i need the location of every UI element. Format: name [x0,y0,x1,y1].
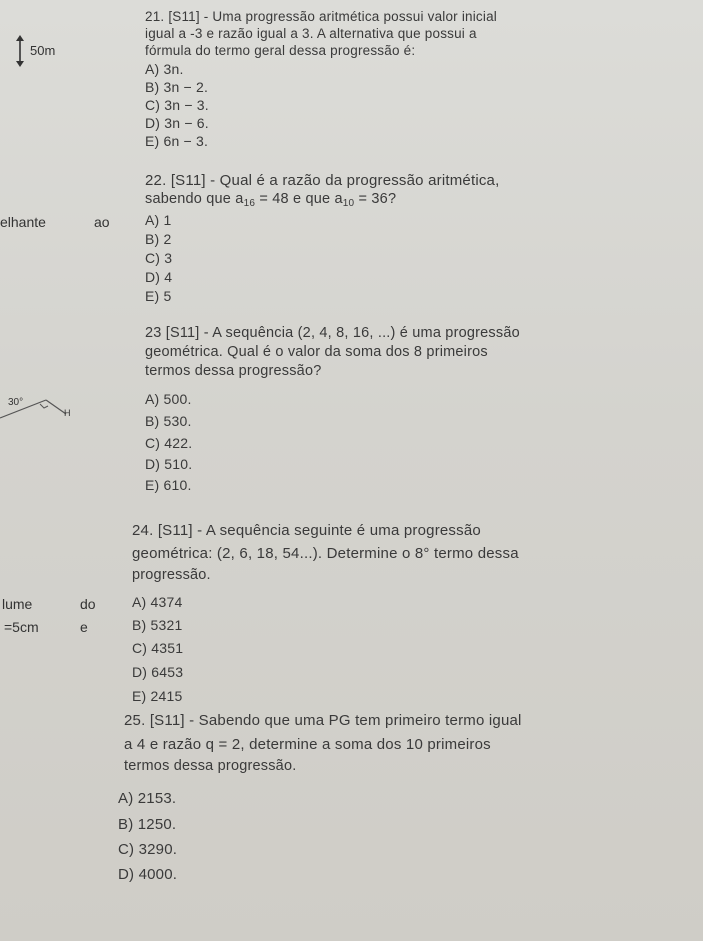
q23-option-e: E) 610. [145,477,192,493]
q22-line-2-c: = 36? [354,191,397,207]
q22-option-b: B) 2 [145,231,172,247]
q21-line-3: fórmula do termo geral dessa progressão é: [145,43,416,58]
margin-fragment-2: ao [94,214,110,230]
q22-line-2 [145,191,396,209]
q25-line-1: 25. [S11] - Sabendo que uma PG tem primeiro termo igual [124,712,522,729]
q22-subscript-16: 16 [243,198,256,209]
q22-option-a: A) 1 [145,212,172,228]
q21-option-c: C) 3n − 3. [145,97,209,113]
q21-option-d: D) 3n − 6. [145,115,209,131]
q22-option-d: D) 4 [145,269,173,285]
height-arrow-icon [14,34,26,68]
q24-option-d: D) 6453 [132,664,184,680]
q21-option-b: B) 3n − 2. [145,79,209,95]
q22-subscript-10: 10 [342,198,355,209]
q23-line-2: geométrica. Qual é o valor da soma dos 8 primeiros [145,344,488,360]
q24-option-e: E) 2415 [132,688,183,704]
q23-option-b: B) 530. [145,413,192,429]
q21-line-2: igual a -3 e razão igual a 3. A alternativa que possui a [145,26,477,41]
side-label: H [64,408,71,418]
q23-option-c: C) 422. [145,435,193,451]
q25-option-d: D) 4000. [118,866,178,883]
measure-label: 50m [30,43,56,58]
q24-line-3: progressão. [132,567,211,583]
q21-line-1: 21. [S11] - Uma progressão aritmética possui valor inicial [145,9,497,24]
margin-fragment-6: e [80,619,88,635]
q23-option-d: D) 510. [145,456,193,472]
margin-fragment-3: lume [2,596,33,612]
q23-option-a: A) 500. [145,391,192,407]
q24-option-b: B) 5321 [132,617,183,633]
q25-line-3: termos dessa progressão. [124,758,297,774]
q25-option-a: A) 2153. [118,790,177,807]
q21-option-e: E) 6n − 3. [145,133,209,149]
q25-option-b: B) 1250. [118,816,177,833]
q22-line-2-a: sabendo que a [145,191,244,207]
q22-option-c: C) 3 [145,250,173,266]
q21-option-a: A) 3n. [145,61,184,77]
angle-label: 30° [8,397,24,408]
q22-option-e: E) 5 [145,288,172,304]
q24-line-2: geométrica: (2, 6, 18, 54...). Determine o 8° termo dessa [132,545,519,562]
q24-option-a: A) 4374 [132,594,183,610]
q22-line-2-b: = 48 e que a [255,191,343,207]
q23-line-1: 23 [S11] - A sequência (2, 4, 8, 16, ...) é uma progressão [145,325,520,341]
q25-line-2: a 4 e razão q = 2, determine a soma dos 10 primeiros [124,736,491,753]
margin-fragment-4: do [80,596,96,612]
q24-line-1: 24. [S11] - A sequência seguinte é uma progressão [132,522,481,539]
margin-fragment-1: elhante [0,214,46,230]
q24-option-c: C) 4351 [132,640,184,656]
margin-fragment-5: =5cm [4,619,39,635]
q22-line-1: 22. [S11] - Qual é a razão da progressão aritmética, [145,172,500,189]
q23-line-3: termos dessa progressão? [145,363,322,379]
q25-option-c: C) 3290. [118,841,178,858]
